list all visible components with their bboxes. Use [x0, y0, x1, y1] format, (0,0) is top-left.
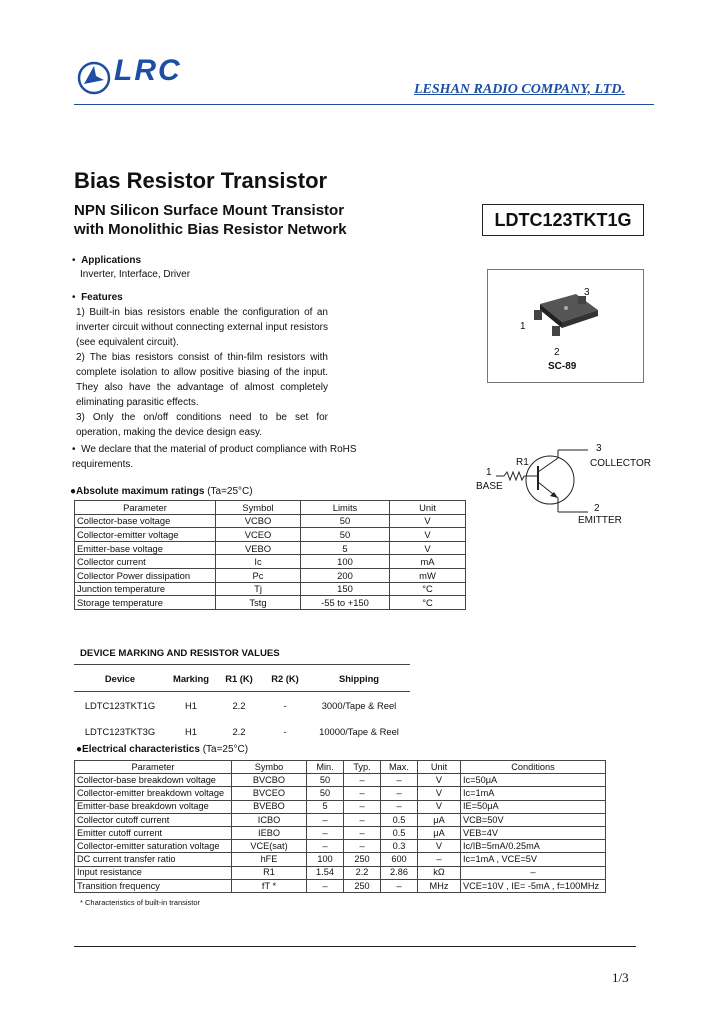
elec-heading-text: Electrical characteristics — [82, 744, 200, 755]
cell: Ic/IB=5mA/0.25mA — [461, 840, 606, 853]
cell: Collector-base breakdown voltage — [75, 774, 232, 787]
cell: H1 — [185, 725, 197, 737]
cell: 0.3 — [381, 840, 418, 853]
header-cell: Limits — [301, 501, 390, 515]
cell: – — [381, 787, 418, 800]
abs-max-cond: (Ta=25°C) — [207, 486, 253, 497]
cell: 100 — [301, 555, 390, 569]
cell: kΩ — [418, 866, 461, 879]
cell: Tstg — [216, 596, 301, 610]
cell: 0.5 — [381, 826, 418, 839]
cell: – — [381, 879, 418, 892]
cell: – — [344, 787, 381, 800]
header-divider — [74, 104, 654, 105]
cell: LDTC123TKT3G — [84, 725, 156, 737]
header-cell: Marking — [166, 665, 216, 692]
feature-item: 1) Built-in bias resistors enable the configuration of an inverter circuit without connecting external input resistors (see equivalent circuit). — [76, 307, 328, 348]
elec-footnote: * Characteristics of built-in transistor — [80, 898, 201, 907]
applications-text: Inverter, Interface, Driver — [80, 269, 191, 280]
circuit-pin-1: 1 — [486, 467, 492, 478]
header-cell: Unit — [418, 761, 461, 774]
cell: BVEBO — [232, 800, 307, 813]
cell: Storage temperature — [75, 596, 216, 610]
subtitle — [74, 201, 347, 239]
table-row — [75, 787, 606, 800]
footer-divider — [74, 946, 636, 947]
cell: 2.2 — [344, 866, 381, 879]
circuit-base-label: BASE — [476, 481, 503, 492]
applications-heading-text: Applications — [81, 255, 142, 266]
elec-heading: ●Electrical characteristics (Ta=25°C) — [76, 744, 249, 755]
cell: hFE — [232, 853, 307, 866]
cell: Junction temperature — [75, 582, 216, 596]
header-cell: Max. — [381, 761, 418, 774]
header-cell: R1 (K) — [216, 665, 262, 692]
cell: mA — [390, 555, 466, 569]
part-number-box: LDTC123TKT1G — [482, 204, 644, 236]
cell: -55 to +150 — [301, 596, 390, 610]
marking-heading: DEVICE MARKING AND RESISTOR VALUES — [80, 648, 280, 659]
header-cell: Min. — [307, 761, 344, 774]
table-row — [74, 692, 410, 719]
logo-text: LRC — [114, 54, 182, 87]
cell: mW — [390, 568, 466, 582]
cell: 100 — [307, 853, 344, 866]
subtitle-line: NPN Silicon Surface Mount Transistor — [74, 202, 345, 219]
circuit-collector-label: COLLECTOR — [590, 458, 651, 469]
cell: V — [418, 787, 461, 800]
cell: V — [418, 774, 461, 787]
cell: – — [344, 813, 381, 826]
features-heading-text: Features — [81, 292, 123, 303]
package-pin-1: 1 — [520, 321, 526, 332]
cell: – — [307, 879, 344, 892]
cell: ICBO — [232, 813, 307, 826]
table-row — [75, 568, 466, 582]
cell: Pc — [216, 568, 301, 582]
cell: Ic=1mA — [461, 787, 606, 800]
table-row — [75, 528, 466, 542]
cell: fT * — [232, 879, 307, 892]
cell: 2.2 — [232, 725, 246, 737]
table-header-row — [74, 665, 410, 692]
company-name: LESHAN RADIO COMPANY, LTD. — [414, 82, 625, 97]
package-pin-3: 3 — [584, 287, 590, 298]
cell: Ic=50μA — [461, 774, 606, 787]
circuit-r1-label: R1 — [516, 457, 529, 468]
cell: 3000/Tape & Reel — [321, 699, 397, 711]
circuit-pin-2: 2 — [594, 503, 600, 514]
cell: 200 — [301, 568, 390, 582]
cell: °C — [390, 596, 466, 610]
abs-max-heading: ●Absolute maximum ratings (Ta=25°C) — [70, 486, 253, 497]
table-row — [75, 826, 606, 839]
cell: - — [283, 725, 287, 737]
abs-max-heading-text: Absolute maximum ratings — [76, 486, 205, 497]
applications-heading: • Applications — [72, 255, 142, 266]
cell: IEBO — [232, 826, 307, 839]
table-row — [75, 774, 606, 787]
cell: 0.5 — [381, 813, 418, 826]
equivalent-circuit-diagram — [486, 440, 646, 530]
rohs-statement: • We declare that the material of product compliance with RoHS requirements. — [72, 444, 357, 470]
header-cell: R2 (K) — [262, 665, 308, 692]
cell: DC current transfer ratio — [75, 853, 232, 866]
table-row — [75, 840, 606, 853]
circuit-pin-3: 3 — [596, 443, 602, 454]
cell: 50 — [307, 787, 344, 800]
rohs-text: We declare that the material of product compliance with RoHS requirements. — [72, 444, 357, 470]
cell: MHz — [418, 879, 461, 892]
cell: VCE(sat) — [232, 840, 307, 853]
cell: – — [344, 840, 381, 853]
table-row — [75, 813, 606, 826]
cell: °C — [390, 582, 466, 596]
table-row — [75, 541, 466, 555]
header-cell: Parameter — [75, 761, 232, 774]
electrical-characteristics-table — [74, 760, 606, 893]
cell: VEB=4V — [461, 826, 606, 839]
table-row — [75, 853, 606, 866]
cell: 250 — [344, 853, 381, 866]
cell: 600 — [381, 853, 418, 866]
cell: V — [390, 514, 466, 528]
cell: Ic=1mA , VCE=5V — [461, 853, 606, 866]
cell: – — [344, 826, 381, 839]
table-row — [75, 866, 606, 879]
header-cell: Shipping — [308, 665, 410, 692]
cell: – — [307, 840, 344, 853]
table-header-row — [75, 761, 606, 774]
table-header-row — [75, 501, 466, 515]
cell: 50 — [307, 774, 344, 787]
abs-max-table — [74, 500, 466, 610]
cell: VEBO — [216, 541, 301, 555]
elec-cond: (Ta=25°C) — [202, 744, 249, 755]
header-cell: Unit — [390, 501, 466, 515]
cell: Collector current — [75, 555, 216, 569]
table-row — [75, 879, 606, 892]
cell: R1 — [232, 866, 307, 879]
page-title: Bias Resistor Transistor — [74, 168, 328, 193]
cell: 1.54 — [307, 866, 344, 879]
cell: Input resistance — [75, 866, 232, 879]
cell: VCB=50V — [461, 813, 606, 826]
cell: 50 — [301, 528, 390, 542]
cell: 2.2 — [232, 699, 246, 711]
cell: Emitter cutoff current — [75, 826, 232, 839]
cell: Collector Power dissipation — [75, 568, 216, 582]
package-pin-2: 2 — [554, 347, 560, 358]
cell: V — [390, 528, 466, 542]
cell: Collector-emitter saturation voltage — [75, 840, 232, 853]
package-name: SC-89 — [548, 361, 577, 372]
cell: 5 — [301, 541, 390, 555]
header-cell: Typ. — [344, 761, 381, 774]
cell: V — [390, 541, 466, 555]
cell: BVCEO — [232, 787, 307, 800]
marking-table — [74, 664, 410, 744]
cell: – — [344, 774, 381, 787]
cell: – — [307, 813, 344, 826]
package-box — [487, 269, 644, 383]
cell: VCBO — [216, 514, 301, 528]
cell: 150 — [301, 582, 390, 596]
cell: V — [418, 800, 461, 813]
cell: Collector-base voltage — [75, 514, 216, 528]
table-row — [75, 800, 606, 813]
cell: 5 — [307, 800, 344, 813]
cell: BVCBO — [232, 774, 307, 787]
header-cell: Parameter — [75, 501, 216, 515]
cell: V — [418, 840, 461, 853]
feature-item: 3) Only the on/off conditions need to be set for operation, making the device design easy. — [76, 412, 328, 438]
cell: – — [381, 774, 418, 787]
table-row — [75, 555, 466, 569]
cell: μA — [418, 813, 461, 826]
cell: Collector cutoff current — [75, 813, 232, 826]
subtitle-line: with Monolithic Bias Resistor Network — [74, 221, 347, 238]
cell: LDTC123TKT1G — [84, 699, 156, 711]
table-row — [75, 596, 466, 610]
cell: – — [418, 853, 461, 866]
cell: – — [307, 826, 344, 839]
cell: – — [381, 800, 418, 813]
cell: Collector-emitter breakdown voltage — [75, 787, 232, 800]
circuit-emitter-label: EMITTER — [578, 515, 622, 526]
cell: Emitter-base voltage — [75, 541, 216, 555]
cell: – — [344, 800, 381, 813]
cell: Transition frequency — [75, 879, 232, 892]
cell: Tj — [216, 582, 301, 596]
header-cell: Symbol — [216, 501, 301, 515]
cell: Emitter-base breakdown voltage — [75, 800, 232, 813]
cell: 2.86 — [381, 866, 418, 879]
table-row — [75, 582, 466, 596]
cell: Collector-emitter voltage — [75, 528, 216, 542]
feature-item: 2) The bias resistors consist of thin-film resistors with complete isolation to allow positive biasing of the input. They also have the advantage of almost completely eliminating parasitic effects. — [76, 352, 328, 408]
cell: Ic — [216, 555, 301, 569]
cell: μA — [418, 826, 461, 839]
cell: - — [283, 699, 287, 711]
table-row — [74, 718, 410, 744]
cell: VCE=10V , IE= -5mA , f=100MHz — [461, 879, 606, 892]
page-number: 1/3 — [612, 970, 629, 985]
header-cell: Conditions — [461, 761, 606, 774]
cell: 250 — [344, 879, 381, 892]
features-list — [76, 305, 328, 440]
header-cell: Device — [74, 665, 166, 692]
table-row — [75, 514, 466, 528]
cell: 50 — [301, 514, 390, 528]
cell: – — [461, 866, 606, 879]
cell: H1 — [185, 699, 197, 711]
header-cell: Symbo — [232, 761, 307, 774]
cell: IE=50μA — [461, 800, 606, 813]
cell: 10000/Tape & Reel — [319, 725, 399, 737]
cell: VCEO — [216, 528, 301, 542]
features-heading: • Features — [72, 292, 123, 303]
